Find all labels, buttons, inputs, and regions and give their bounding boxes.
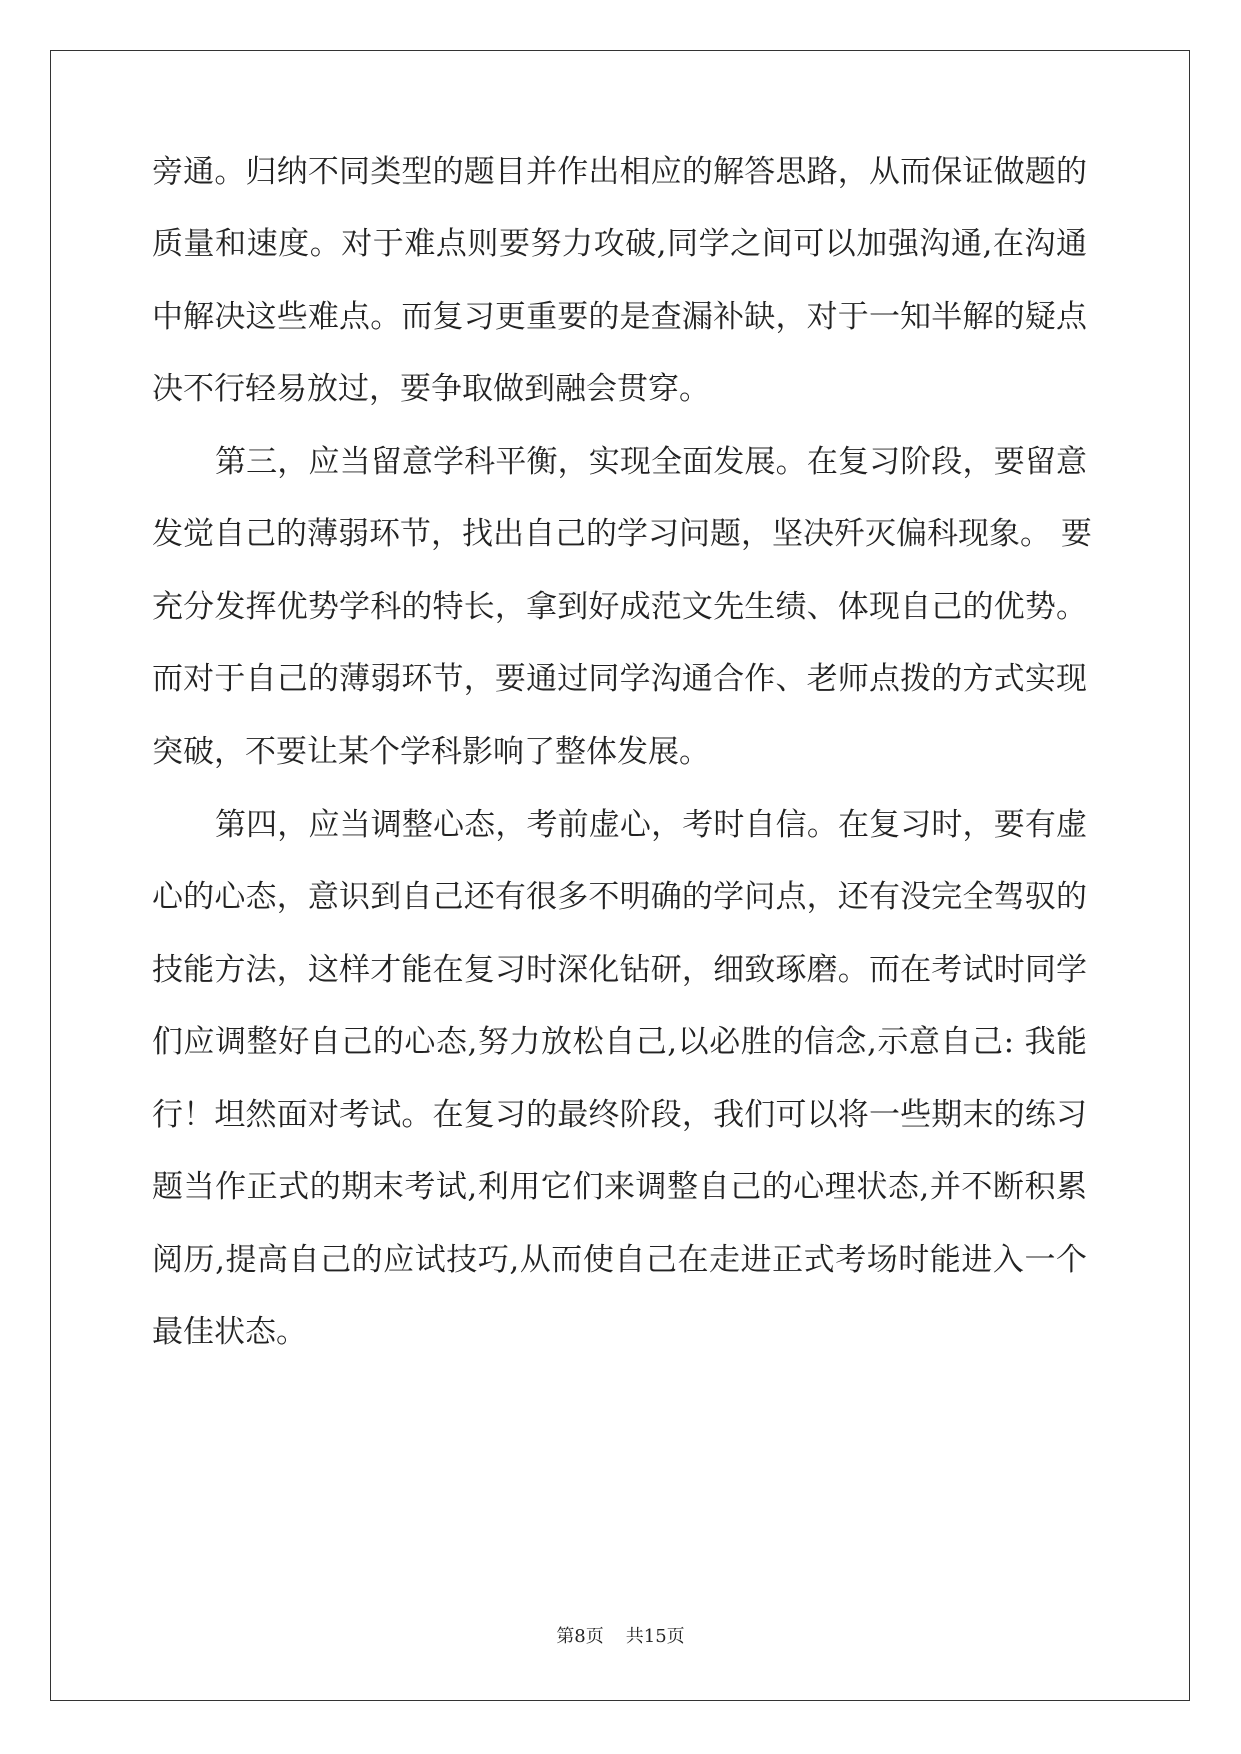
text-line: 最佳状态。 xyxy=(152,1314,307,1350)
text-line: 决不行轻易放过，要争取做到融会贯穿。 xyxy=(152,371,710,407)
paragraph-first-line: 第四，应当调整心态，考前虚心，考时自信。在复习时，要有虚 xyxy=(215,807,1087,843)
text-line: 质量和速度。对于难点则要努力攻破,同学之间可以加强沟通,在沟通 xyxy=(152,226,1087,262)
text-line: 而对于自己的薄弱环节，要通过同学沟通合作、老师点拨的方式实现 xyxy=(152,661,1087,697)
text-line: 们应调整好自己的心态,努力放松自己,以必胜的信念,示意自己: 我能 xyxy=(152,1024,1087,1060)
text-line: 心的心态，意识到自己还有很多不明确的学问点，还有没完全驾驭的 xyxy=(152,879,1087,915)
text-line: 行！坦然面对考试。在复习的最终阶段，我们可以将一些期末的练习 xyxy=(152,1097,1087,1133)
text-line: 题当作正式的期末考试,利用它们来调整自己的心理状态,并不断积累 xyxy=(152,1169,1087,1205)
text-line: 技能方法，这样才能在复习时深化钻研，细致琢磨。而在考试时同学 xyxy=(152,952,1087,988)
text-line: 突破，不要让某个学科影响了整体发展。 xyxy=(152,734,710,770)
page-number: 第8页 xyxy=(556,1626,604,1647)
paragraph-first-line: 第三，应当留意学科平衡，实现全面发展。在复习阶段，要留意 xyxy=(215,444,1087,480)
page-total: 共15页 xyxy=(625,1626,685,1647)
text-line: 阅历,提高自己的应试技巧,从而使自己在走进正式考场时能进入一个 xyxy=(152,1242,1087,1278)
text-line: 发觉自己的薄弱环节，找出自己的学习问题，坚决歼灭偏科现象。 要 xyxy=(152,516,1092,552)
text-line: 中解决这些难点。而复习更重要的是查漏补缺，对于一知半解的疑点 xyxy=(152,299,1087,335)
text-line: 旁通。归纳不同类型的题目并作出相应的解答思路，从而保证做题的 xyxy=(152,154,1087,190)
page-footer xyxy=(0,1622,1241,1648)
text-line: 充分发挥优势学科的特长，拿到好成范文先生绩、体现自己的优势。 xyxy=(152,589,1087,625)
